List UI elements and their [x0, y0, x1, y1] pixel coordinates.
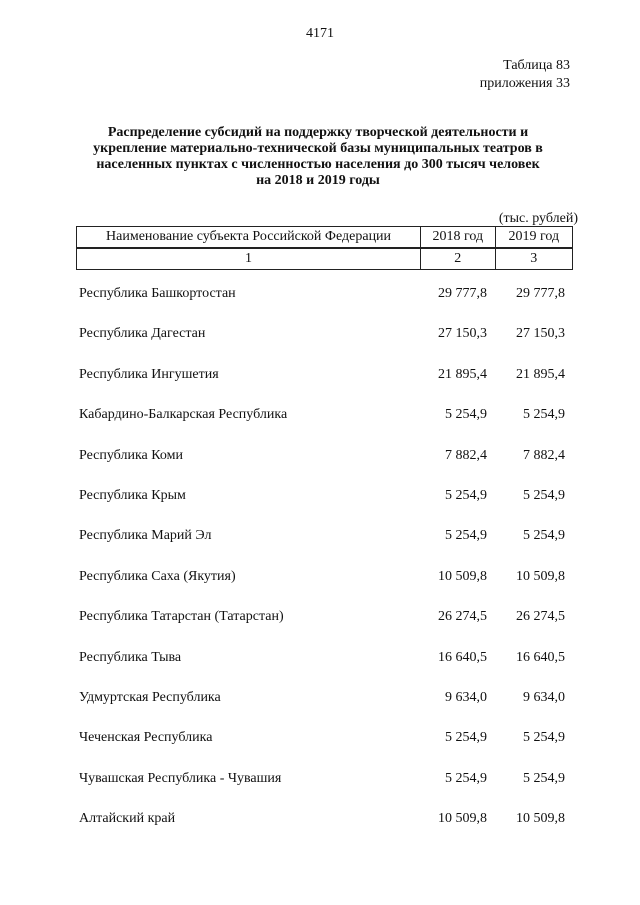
- value-2018: 7 882,4: [445, 447, 487, 463]
- table-row: [79, 688, 571, 728]
- table-row: [79, 607, 571, 647]
- column-number-row: [77, 248, 573, 270]
- value-2018: 10 509,8: [438, 811, 487, 827]
- table-row: [79, 526, 571, 566]
- value-2019: 7 882,4: [523, 447, 565, 463]
- table-row: [79, 567, 571, 607]
- table-body: [79, 284, 571, 849]
- region-name: Республика Ингушетия: [79, 366, 219, 382]
- region-name: Республика Татарстан (Татарстан): [79, 609, 284, 625]
- value-2018: 5 254,9: [445, 528, 487, 544]
- document-title: [70, 125, 566, 189]
- region-name: Кабардино-Балкарская Республика: [79, 407, 288, 423]
- table-header: [76, 226, 573, 270]
- table-row: [79, 728, 571, 768]
- value-2019: 21 895,4: [516, 366, 565, 382]
- region-name: Алтайский край: [79, 811, 176, 827]
- table-reference-line-2: приложения 33: [479, 76, 570, 91]
- title-line-4: на 2018 и 2019 годы: [256, 173, 380, 188]
- region-name: Удмуртская Республика: [79, 689, 221, 705]
- value-2019: 5 254,9: [523, 730, 565, 746]
- table-row: [79, 365, 571, 405]
- value-2018: 29 777,8: [438, 286, 487, 301]
- column-header-2019: 2019 год: [495, 227, 572, 249]
- value-2019: 10 509,8: [516, 568, 565, 584]
- value-2018: 5 254,9: [445, 407, 487, 423]
- page-number: 4171: [306, 26, 334, 41]
- value-2018: 10 509,8: [438, 568, 487, 584]
- title-line-1: Распределение субсидий на поддержку творческой деятельности и: [107, 125, 529, 140]
- region-name: Республика Крым: [79, 487, 186, 503]
- table-reference: [480, 57, 570, 93]
- value-2019: 26 274,5: [516, 609, 565, 625]
- table-row: [79, 486, 571, 526]
- region-name: Чувашская Республика - Чувашия: [79, 770, 282, 786]
- region-name: Республика Тыва: [79, 649, 182, 665]
- region-name: Республика Марий Эл: [79, 528, 212, 544]
- table-row: [79, 405, 571, 445]
- value-2018: 5 254,9: [445, 730, 487, 746]
- units-label: (тыс. рублей): [498, 211, 578, 226]
- value-2018: 5 254,9: [445, 770, 487, 786]
- column-number-1: 1: [77, 248, 421, 270]
- region-name: Республика Башкортостан: [79, 286, 236, 301]
- column-header-2018: 2018 год: [421, 227, 495, 249]
- table-row: [79, 284, 571, 324]
- value-2019: 16 640,5: [516, 649, 565, 665]
- value-2018: 9 634,0: [445, 689, 487, 705]
- value-2019: 27 150,3: [516, 326, 565, 342]
- column-header-region: Наименование субъекта Российской Федерации: [77, 227, 421, 249]
- value-2018: 16 640,5: [438, 649, 487, 665]
- region-name: Чеченская Республика: [79, 730, 213, 746]
- value-2019: 10 509,8: [516, 811, 565, 827]
- column-number-3: 3: [495, 248, 572, 270]
- table-row: [79, 324, 571, 364]
- value-2019: 5 254,9: [523, 528, 565, 544]
- title-line-3: населенных пунктах с численностью населения до 300 тысяч человек: [96, 157, 540, 172]
- table-row: [79, 809, 571, 849]
- region-name: Республика Дагестан: [79, 326, 206, 342]
- value-2019: 5 254,9: [523, 770, 565, 786]
- table-row: [79, 648, 571, 688]
- value-2018: 21 895,4: [438, 366, 487, 382]
- table-reference-line-1: Таблица 83: [503, 58, 570, 73]
- value-2018: 26 274,5: [438, 609, 487, 625]
- value-2019: 29 777,8: [516, 286, 565, 301]
- value-2019: 5 254,9: [523, 487, 565, 503]
- region-name: Республика Саха (Якутия): [79, 568, 236, 584]
- title-line-2: укрепление материально-технической базы муниципальных театров в: [93, 141, 543, 156]
- table-row: [79, 769, 571, 809]
- column-number-2: 2: [421, 248, 495, 270]
- value-2019: 9 634,0: [523, 689, 565, 705]
- value-2019: 5 254,9: [523, 407, 565, 423]
- table-row: [79, 446, 571, 486]
- region-name: Республика Коми: [79, 447, 183, 463]
- value-2018: 27 150,3: [438, 326, 487, 342]
- column-header-row: [77, 227, 573, 249]
- value-2018: 5 254,9: [445, 487, 487, 503]
